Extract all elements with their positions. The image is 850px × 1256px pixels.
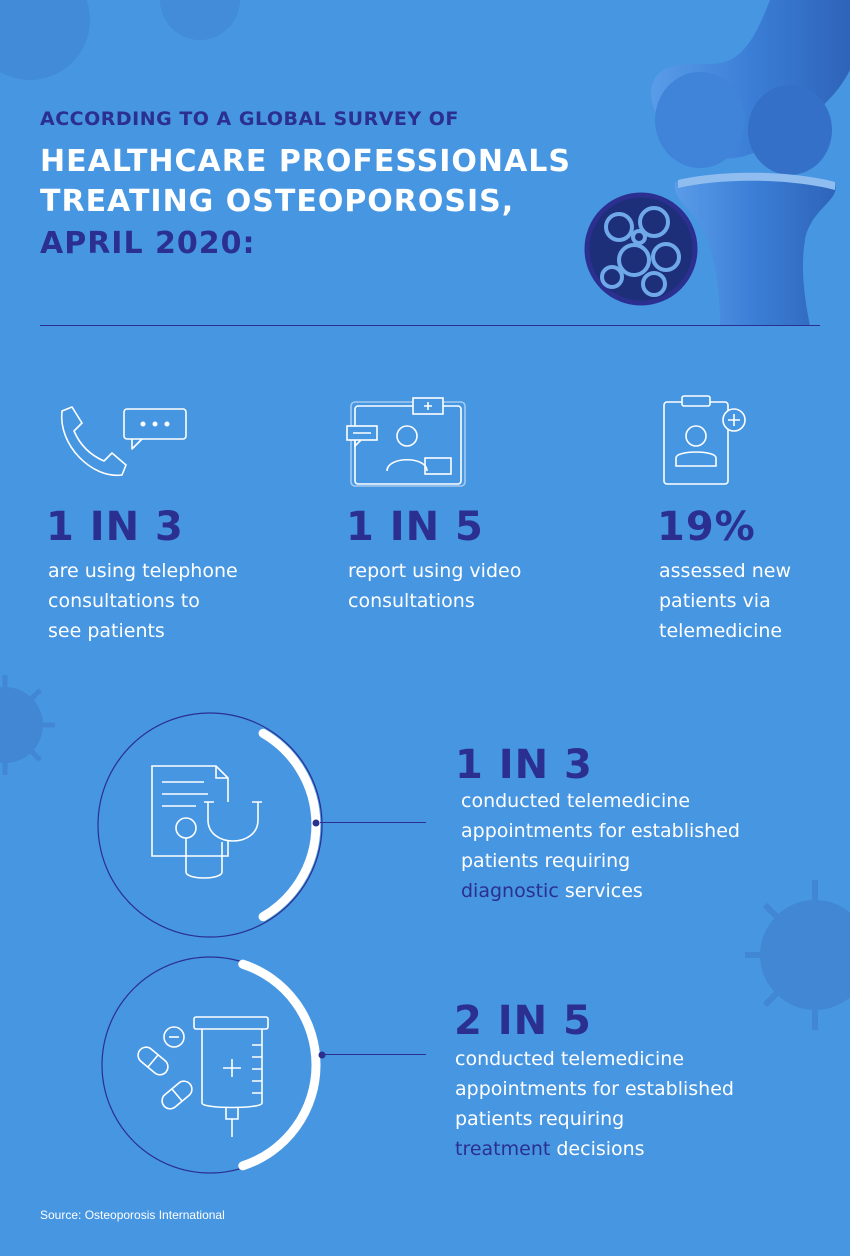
virus-illustration-right xyxy=(740,870,850,1040)
stat-video-description xyxy=(348,556,521,616)
desc-line: see patients xyxy=(48,620,165,642)
medication-iv-bag-icon xyxy=(132,1015,277,1140)
stat-treatment-value: 2 IN 5 xyxy=(454,998,592,1044)
header-divider xyxy=(40,325,820,326)
highlight-treatment: treatment xyxy=(455,1138,551,1160)
source-citation: Source: Osteoporosis International xyxy=(40,1208,225,1222)
bone-texture-icon xyxy=(584,192,698,306)
stat-diagnostic-value: 1 IN 3 xyxy=(455,742,593,788)
header-title-line2: TREATING OSTEOPOROSIS, xyxy=(40,184,515,219)
desc-line: are using telephone xyxy=(48,560,238,582)
diagnostic-connector-line xyxy=(320,822,426,823)
desc-line-final xyxy=(461,876,740,906)
desc-line: appointments for established xyxy=(461,820,740,842)
stat-telephone-description xyxy=(48,556,238,646)
highlight-diagnostic: diagnostic xyxy=(461,880,559,902)
desc-line: patients requiring xyxy=(455,1108,625,1130)
virus-illustration-left xyxy=(0,670,60,790)
stat-video-value: 1 IN 5 xyxy=(346,504,484,550)
stat-diagnostic-description xyxy=(461,786,740,906)
patient-clipboard-icon xyxy=(660,392,752,486)
document-stethoscope-icon xyxy=(148,762,268,884)
header-title-line1: HEALTHCARE PROFESSIONALS xyxy=(40,144,571,179)
desc-line: conducted telemedicine xyxy=(461,790,691,812)
desc-suffix: decisions xyxy=(550,1138,645,1160)
desc-line: patients requiring xyxy=(461,850,631,872)
desc-line: telemedicine xyxy=(659,620,783,642)
desc-line: patients via xyxy=(659,590,771,612)
desc-line: consultations xyxy=(348,590,475,612)
stat-telephone-value: 1 IN 3 xyxy=(46,504,184,550)
desc-line-final xyxy=(455,1134,734,1164)
virus-illustration-top-left xyxy=(0,0,290,120)
diagnostic-progress-arc xyxy=(263,733,316,916)
header-title xyxy=(40,142,571,222)
stat-treatment-description xyxy=(455,1044,734,1164)
desc-suffix: services xyxy=(558,880,643,902)
header-kicker: ACCORDING TO A GLOBAL SURVEY OF xyxy=(40,108,459,130)
desc-line: appointments for established xyxy=(455,1078,734,1100)
video-consultation-icon xyxy=(345,396,465,488)
desc-line: report using video xyxy=(348,560,522,582)
stat-new-patients-description xyxy=(659,556,791,646)
desc-line: conducted telemedicine xyxy=(455,1048,685,1070)
header-date: APRIL 2020: xyxy=(40,226,256,261)
desc-line: consultations to xyxy=(48,590,200,612)
stat-new-patients-value: 19% xyxy=(657,504,756,550)
phone-chat-icon xyxy=(52,405,192,480)
treatment-connector-line xyxy=(324,1054,426,1055)
desc-line: assessed new xyxy=(659,560,791,582)
